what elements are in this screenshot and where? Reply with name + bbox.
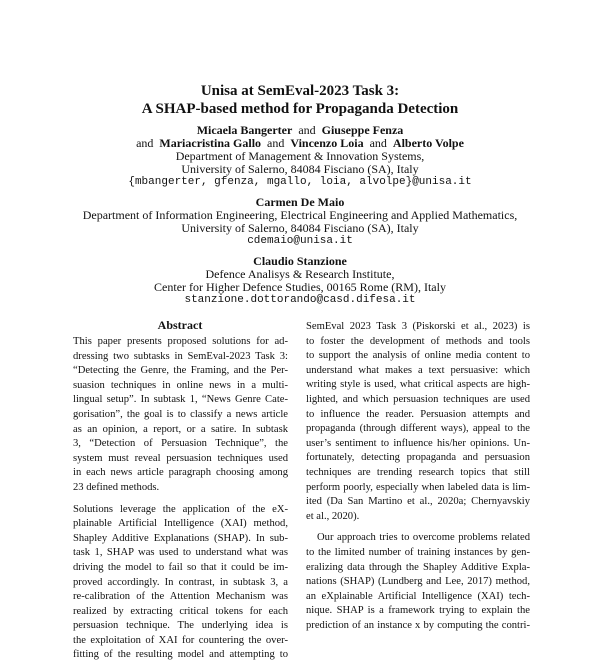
- and-text: and: [298, 123, 316, 137]
- text-line: techniques are trending research topics that still: [306, 466, 530, 478]
- text-line: eralizing data through the Shapley Additive Expla-: [306, 561, 530, 573]
- author-name: Carmen De Maio: [255, 195, 345, 209]
- author-name: Giuseppe Fenza: [321, 123, 404, 137]
- paragraph-gap: [306, 524, 530, 531]
- text-line: the exploitation of XAI for countering the over-: [73, 634, 288, 646]
- paper-title-line-2: A SHAP-based method for Propaganda Detection: [141, 101, 459, 117]
- text-line: nations (SHAP) (Lundberg and Lee, 2017) method,: [306, 576, 530, 588]
- text-line: suasion techniques in online news in a multi-: [73, 379, 288, 391]
- author-name: Claudio Stanzione: [253, 254, 347, 268]
- text-line: prediction of an instance x by computing the contri-: [306, 619, 530, 631]
- affiliation-3-line-2: Center for Higher Defence Studies, 00165 Rome (RM), Italy: [154, 280, 446, 294]
- text-line: “Detecting the Genre, the Framing, and the Per-: [73, 365, 288, 377]
- text-line: to influence the reader. Persuasion attempts and: [306, 408, 530, 420]
- text-line: to support the analysis of online media content to: [306, 350, 530, 362]
- author-name: Mariacristina Gallo: [159, 136, 262, 150]
- text-line: ited (Da San Martino et al., 2020a; Chernyavskiy: [306, 496, 530, 508]
- text-line: as an opinion, a report, or a satire. In subtask: [73, 423, 288, 435]
- text-line: dressing two subtasks in SemEval-2023 Task 3:: [73, 350, 288, 362]
- abstract-heading: Abstract: [157, 318, 203, 332]
- paragraph-gap: [73, 496, 288, 503]
- affiliation-1-line-1: Department of Management & Innovation Systems,: [175, 149, 425, 163]
- text-line: to the limited number of training instances by gen-: [306, 546, 530, 558]
- email-1: {mbangerter, gfenza, mgallo, loia, alvolpe}@unisa.it: [128, 176, 472, 188]
- paper-title-line-1: Unisa at SemEval-2023 Task 3:: [200, 83, 400, 99]
- text-line: user’s sentiment to influence his/her opinions. Un-: [306, 437, 530, 449]
- text-line: This paper presents proposed solutions for ad-: [73, 336, 288, 347]
- text-line: system must reveal persuasion techniques used: [73, 452, 288, 464]
- text-line: gorisation”, the goal is to classify a news article: [73, 408, 288, 420]
- text-line: 3, “Detection of Persuasion Technique”, the: [73, 438, 288, 450]
- text-line: proved accordingly. In contrast, in subtask 3, a: [73, 576, 288, 588]
- text-line: task 1, SHAP was used to understand what was: [73, 547, 288, 559]
- text-line: Shapley Additive Explanations (SHAP). In sub-: [73, 532, 288, 544]
- text-line: plainable Artificial Intelligence (XAI) method,: [73, 518, 288, 530]
- author-name: Micaela Bangerter: [196, 123, 293, 137]
- affiliation-2-line-2: University of Salerno, 84084 Fisciano (SA), Italy: [181, 221, 419, 235]
- text-line: Our approach tries to overcome problems related: [317, 532, 530, 544]
- affiliation-3-line-1: Defence Analisys & Research Institute,: [205, 267, 395, 281]
- text-line: perform poorly, especially when labeled data is lim-: [306, 481, 530, 493]
- text-line: SemEval 2023 Task 3 (Piskorski et al., 2023) is: [306, 321, 530, 332]
- text-line: to foster the development of methods and tools: [306, 335, 530, 347]
- text-line: understand what makes a text persuasive: which: [306, 364, 530, 376]
- abstract-column: [73, 335, 288, 663]
- and-text: and: [267, 136, 285, 150]
- text-line: fitting of the resulting model and attempting to: [73, 649, 288, 661]
- author-name: Vincenzo Loia: [290, 136, 364, 150]
- text-line: lingual setup”. In subtask 1, “News Genre Cate-: [73, 394, 288, 406]
- text-line: in each news article paragraph choosing among: [73, 467, 288, 479]
- text-line: fortunately, detecting propaganda and persuasion: [306, 452, 530, 464]
- text-line: 23 defined methods.: [73, 481, 160, 493]
- text-line: propaganda (through different ways), appeal to the: [306, 423, 530, 435]
- text-line: et al., 2020).: [306, 510, 360, 522]
- text-line: realized by extracting critical tokens for each: [73, 605, 288, 617]
- and-text: and: [369, 136, 387, 150]
- author-name: Alberto Volpe: [392, 136, 464, 150]
- affiliation-1-line-2: University of Salerno, 84084 Fisciano (SA), Italy: [181, 162, 419, 176]
- email-3: stanzione.dottorando@casd.difesa.it: [184, 294, 416, 306]
- affiliation-2-line-1: Department of Information Engineering, Electrical Engineering and Applied Mathematics,: [82, 208, 518, 222]
- text-line: nique. SHAP is a framework trying to explain the: [306, 605, 530, 617]
- and-text: and: [136, 136, 154, 150]
- text-line: Solutions leverage the application of the eX-: [73, 503, 288, 515]
- text-line: writing style is used, what critical aspects are high-: [306, 379, 530, 391]
- email-2: cdemaio@unisa.it: [247, 235, 353, 247]
- text-line: an eXplainable Artificial Intelligence (XAI) tech-: [306, 590, 530, 602]
- introduction-column: [306, 320, 530, 633]
- text-line: persuasion technique. The underlying idea is: [73, 620, 288, 632]
- text-line: re-calibration of the Attention Mechanism was: [73, 591, 288, 603]
- text-line: lighted, and which persuasion techniques are used: [306, 393, 530, 405]
- text-line: driving the model to fail so that it could be im-: [73, 561, 288, 573]
